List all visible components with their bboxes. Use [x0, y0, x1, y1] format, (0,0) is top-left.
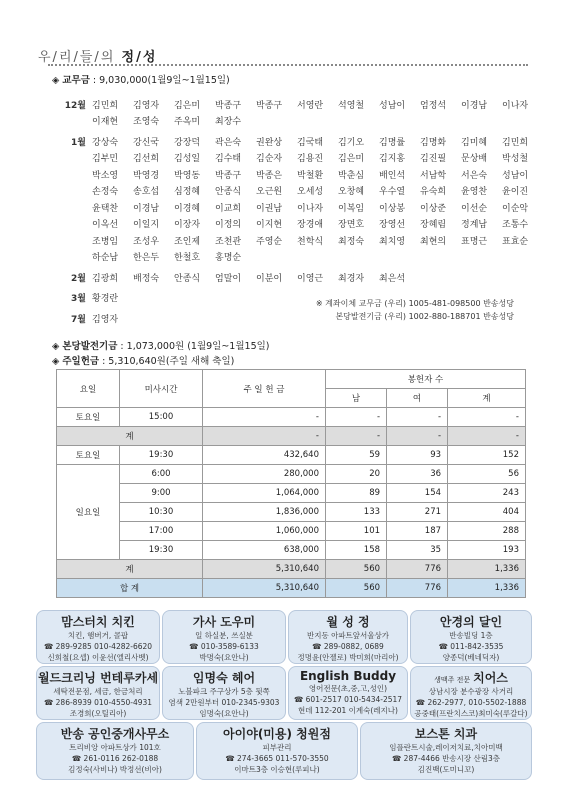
donor-name: 최은석	[379, 273, 406, 284]
donor-name: 김광희	[92, 273, 119, 284]
ad-title: 가사 도우미	[192, 615, 256, 629]
donor-name: 김부민	[92, 154, 119, 165]
name-row	[58, 249, 528, 266]
donor-name: 표효순	[502, 236, 529, 247]
donor-name: 김민희	[92, 100, 119, 111]
donor-name: 이경혜	[174, 203, 201, 214]
ad-line: ☎ 287-4466 반송시장 산림3층	[391, 754, 501, 763]
donor-name: 박철환	[297, 170, 324, 181]
table-row: 17:00 1,060,000 101 187 288	[57, 522, 526, 541]
page-title	[38, 46, 157, 65]
donor-name: 하순남	[92, 253, 119, 264]
donor-name: 이영근	[297, 273, 324, 284]
donor-name: 천학식	[297, 236, 324, 247]
ad-title-text: 치어스	[473, 671, 508, 685]
donor-name: 김기오	[338, 137, 365, 148]
name-row	[58, 216, 528, 233]
donor-name: 강신국	[133, 137, 160, 148]
donor-name: 박종구	[256, 100, 283, 111]
name-list	[58, 96, 528, 327]
donor-name: 엄정석	[420, 100, 447, 111]
donor-name: 성남이	[379, 100, 406, 111]
donor-name: 이지현	[256, 220, 283, 231]
ad-box	[36, 666, 160, 720]
ad-line: 김정숙(사비나) 박정선(비아)	[68, 765, 162, 774]
fund-amount: : 1,073,000원 (1월9일~1월15일)	[117, 341, 270, 352]
month-label: 7월	[71, 314, 86, 325]
ad-line: 현데 112-201 이계숙(레지나)	[298, 706, 398, 715]
donor-name: 김진필	[420, 154, 447, 165]
ad-line: 신희철(요셉) 이윤선(엘리사벳)	[47, 653, 149, 662]
donor-name: 손정숙	[92, 187, 119, 198]
header-day: 요일	[57, 370, 120, 408]
donor-name: 박종구	[215, 170, 242, 181]
donor-name: 김은미	[174, 100, 201, 111]
month-label: 2월	[71, 273, 86, 284]
ad-line: 공중태(프란치스코)최미숙(루갈다)	[414, 709, 528, 718]
ad-line: 김진백(도미니꼬)	[417, 765, 475, 774]
donor-name: 최치영	[379, 236, 406, 247]
sunday-section	[52, 353, 234, 367]
attendance-table	[56, 369, 526, 598]
table-row: 토요일 19:30 432,640 59 93 152	[57, 446, 526, 465]
donor-name: 주옥미	[174, 117, 201, 128]
donor-name: 석영철	[338, 100, 365, 111]
donor-name: 이일지	[133, 220, 160, 231]
donor-name: 조성우	[133, 236, 160, 247]
ad-line: 치킨, 햄버거, 콜팝	[67, 631, 129, 640]
name-row	[58, 113, 528, 130]
donor-name: 장면호	[338, 220, 365, 231]
donor-name: 유숙희	[420, 187, 447, 198]
donor-name: 김국태	[297, 137, 324, 148]
name-row	[58, 96, 528, 113]
table-row: 9:00 1,064,000 89 154 243	[57, 484, 526, 503]
donor-name: 박영경	[133, 170, 160, 181]
name-row	[58, 183, 528, 200]
ad-box	[360, 722, 532, 780]
page-title-part1: 우/리/들/의	[38, 50, 116, 65]
name-row	[58, 199, 528, 216]
ad-line: 이마트3층 이승현(루피나)	[234, 765, 320, 774]
offering-label: 교무금	[62, 75, 90, 86]
fund-label: 본당발전기금	[62, 341, 118, 352]
donor-name: 이경남	[133, 203, 160, 214]
fund-section	[52, 338, 270, 352]
donor-name: 이복임	[338, 203, 365, 214]
donor-name: 서남학	[420, 170, 447, 181]
donor-name: 이경남	[461, 100, 488, 111]
donor-name: 김선희	[133, 154, 160, 165]
donor-name: 장영선	[379, 220, 406, 231]
donor-name: 송호섭	[133, 187, 160, 198]
ad-box	[36, 722, 194, 780]
donor-name: 서영란	[297, 100, 324, 111]
donor-name: 이나자	[502, 100, 529, 111]
ad-box	[162, 666, 286, 720]
donor-name: 이옥선	[92, 220, 119, 231]
month-label: 1월	[71, 137, 86, 148]
donor-name: 이선순	[461, 203, 488, 214]
donor-name: 문상배	[461, 154, 488, 165]
donor-name: 이나자	[297, 203, 324, 214]
donor-name: 배정숙	[133, 273, 160, 284]
donor-name: 안종식	[215, 187, 242, 198]
donor-name: 강상숙	[92, 137, 119, 148]
donor-name: 이정의	[215, 220, 242, 231]
table-row: 19:30 638,000 158 35 193	[57, 541, 526, 560]
ad-box	[410, 666, 532, 720]
ad-title: 월드크리닝 번테루카세	[37, 671, 159, 685]
ad-line: 조경희(오틸리아)	[69, 709, 127, 718]
ad-line: 피부관리	[262, 743, 292, 752]
ad-line: ☎ 289-9285 010-4282-6620	[43, 642, 153, 651]
name-row	[58, 269, 528, 286]
subtotal-row: 계 5,310,640 560 776 1,336	[57, 560, 526, 579]
page-title-part2: 정/성	[121, 50, 158, 65]
ad-box	[196, 722, 358, 780]
ad-line: 영어전문(초,중,고,성인)	[308, 684, 388, 693]
donor-name: 조인제	[174, 236, 201, 247]
ad-line: 임명숙(요안나)	[199, 709, 249, 718]
donor-name: 이재현	[92, 117, 119, 128]
donor-name: 황경란	[92, 294, 119, 305]
donor-name: 최장수	[215, 117, 242, 128]
donor-name: 김민희	[502, 137, 529, 148]
ad-box	[288, 610, 408, 664]
month-label: 12월	[64, 100, 86, 111]
donor-name: 이상봉	[379, 203, 406, 214]
ad-title: 아이야(미용) 청원점	[223, 727, 331, 741]
ad-title: 월 성 정	[326, 615, 370, 629]
sunday-amount: : 5,310,640원(주일 새해 축일)	[99, 356, 235, 367]
ad-line: ☎ 011-842-3535	[438, 642, 504, 651]
ad-title	[411, 669, 531, 686]
donor-name: 권완상	[256, 137, 283, 148]
donor-name: 김명화	[420, 137, 447, 148]
donor-name: 오근원	[256, 187, 283, 198]
ad-line: ☎ 261-0116 262-0188	[71, 754, 159, 763]
donor-name: 김영자	[92, 314, 119, 325]
donor-name: 주영순	[256, 236, 283, 247]
header-female: 여	[387, 389, 448, 408]
ad-line: 염색 2만원부터 010-2345-9303	[168, 698, 280, 707]
ad-box	[162, 610, 286, 664]
donor-name: 박춘심	[338, 170, 365, 181]
donor-name: 윤이진	[502, 187, 529, 198]
name-row	[58, 133, 528, 150]
offering-section	[52, 72, 230, 86]
name-row	[58, 150, 528, 167]
donor-name: 최경자	[338, 273, 365, 284]
ad-line: 정명윤(안젤로) 박미희(마리아)	[297, 653, 399, 662]
donor-name: 이분이	[256, 273, 283, 284]
donor-name: 조천관	[215, 236, 242, 247]
donor-name: 곽은숙	[215, 137, 242, 148]
ad-line: 박명숙(요안나)	[199, 653, 249, 662]
header-male: 남	[326, 389, 387, 408]
header-total: 계	[448, 389, 526, 408]
table-row: 10:30 1,836,000 133 271 404	[57, 503, 526, 522]
donor-name: 김지홍	[379, 154, 406, 165]
ad-title: 안경의 달인	[439, 615, 503, 629]
donor-name: 최현의	[420, 236, 447, 247]
donor-name: 조영숙	[133, 117, 160, 128]
donor-name: 김명률	[379, 137, 406, 148]
ad-title: 반송 공인중개사무소	[60, 727, 170, 741]
ad-title: 맘스터치 치킨	[61, 615, 135, 629]
donor-name: 김영자	[133, 100, 160, 111]
header-offering: 주 일 헌 금	[203, 370, 326, 408]
donor-name: 김은미	[338, 154, 365, 165]
ad-line: 일 하실분, 쓰실분	[195, 631, 253, 640]
ad-line: ☎ 262-2977, 010-5502-1888	[415, 698, 527, 707]
account-line-1: ※ 계좌이체 교무금 (우리) 1005-481-098500 반송성당	[315, 299, 514, 308]
donor-name: 우수열	[379, 187, 406, 198]
donor-name: 강장덕	[174, 137, 201, 148]
donor-name: 이장자	[174, 220, 201, 231]
ad-line: 상남시장 분수광장 사거리	[428, 687, 514, 696]
ad-line: ☎ 274-3665 011-570-3550	[225, 754, 329, 763]
ad-line: 트리비앙 아파트상가 101호	[69, 743, 161, 752]
donor-name: 정계남	[461, 220, 488, 231]
title-divider	[48, 64, 528, 66]
subtotal-row: 계 - - - -	[57, 427, 526, 446]
account-line-2: 본당발전기금 (우리) 1002-880-188701 반송성당	[335, 312, 514, 321]
donor-name: 김순자	[256, 154, 283, 165]
name-row	[58, 232, 528, 249]
ad-line: 임플란트시술,레이저치료,치아미백	[389, 743, 503, 752]
ad-title: 임명숙 헤어	[192, 671, 256, 685]
donor-name: 김미혜	[461, 137, 488, 148]
donor-name: 장혜림	[420, 220, 447, 231]
donor-name: 윤영찬	[461, 187, 488, 198]
bullet-icon: ◈	[52, 75, 60, 86]
donor-name: 박성철	[502, 154, 529, 165]
donor-name: 한은두	[133, 253, 160, 264]
ad-line: 양종덕(베네딕자)	[442, 653, 500, 662]
ad-box	[288, 666, 408, 720]
bullet-icon: ◈	[52, 356, 60, 367]
donor-name: 김용진	[297, 154, 324, 165]
offering-amount: : 9,030,000(1월9일~1월15일)	[89, 75, 230, 86]
ad-line: ☎ 601-2517 010-5434-2517	[293, 695, 403, 704]
donor-name: 김수태	[215, 154, 242, 165]
donor-name: 박종구	[215, 100, 242, 111]
name-row	[58, 166, 528, 183]
donor-name: 서은숙	[461, 170, 488, 181]
donor-name: 홍명순	[215, 253, 242, 264]
ad-line: ☎ 010-3589-6133	[189, 642, 259, 651]
donor-name: 이순악	[502, 203, 529, 214]
table-row: 토요일 15:00 - - - -	[57, 408, 526, 427]
month-label: 3월	[71, 294, 86, 305]
ad-line: 반송빌딩 1층	[449, 631, 493, 640]
donor-name: 오창혜	[338, 187, 365, 198]
donor-name: 김성일	[174, 154, 201, 165]
table-row: 일요일 6:00 280,000 20 36 56	[57, 465, 526, 484]
ad-title: English Buddy	[299, 669, 397, 683]
header-time: 미사시간	[120, 370, 203, 408]
donor-name: 이교희	[215, 203, 242, 214]
donor-name: 표명근	[461, 236, 488, 247]
grand-total-row: 합 계 5,310,640 560 776 1,336	[57, 579, 526, 598]
donor-name: 조통수	[502, 220, 529, 231]
ad-line: 반지동 아파트앞서울상가	[306, 631, 390, 640]
donor-name: 박종은	[256, 170, 283, 181]
donor-name: 한철호	[174, 253, 201, 264]
header-count: 봉헌자 수	[326, 370, 526, 389]
donor-name: 박영동	[174, 170, 201, 181]
ad-box	[36, 610, 160, 664]
donor-name: 장경애	[297, 220, 324, 231]
donor-name: 배인석	[379, 170, 406, 181]
ad-line: 노블파크 주구상가 5층 뒷쪽	[178, 687, 270, 696]
donor-name: 성남이	[502, 170, 529, 181]
ad-line: 세탁전문점, 세금, 한금처리	[53, 687, 143, 696]
donor-name: 엄말이	[215, 273, 242, 284]
donor-name: 이권남	[256, 203, 283, 214]
donor-name: 이상준	[420, 203, 447, 214]
ad-line: ☎ 286-8939 010-4550-4931	[43, 698, 153, 707]
bullet-icon: ◈	[52, 341, 60, 352]
donor-name: 안종식	[174, 273, 201, 284]
ad-prefix: 생맥주 전문	[434, 676, 471, 684]
donor-name: 조병임	[92, 236, 119, 247]
ad-title: 보스톤 치과	[414, 727, 478, 741]
ad-line: ☎ 289-0882, 0689	[312, 642, 384, 651]
donor-name: 오세성	[297, 187, 324, 198]
ad-box	[410, 610, 532, 664]
sunday-label: 주일헌금	[62, 356, 100, 367]
donor-name: 최정숙	[338, 236, 365, 247]
donor-name: 윤택찬	[92, 203, 119, 214]
donor-name: 박소영	[92, 170, 119, 181]
donor-name: 심정혜	[174, 187, 201, 198]
